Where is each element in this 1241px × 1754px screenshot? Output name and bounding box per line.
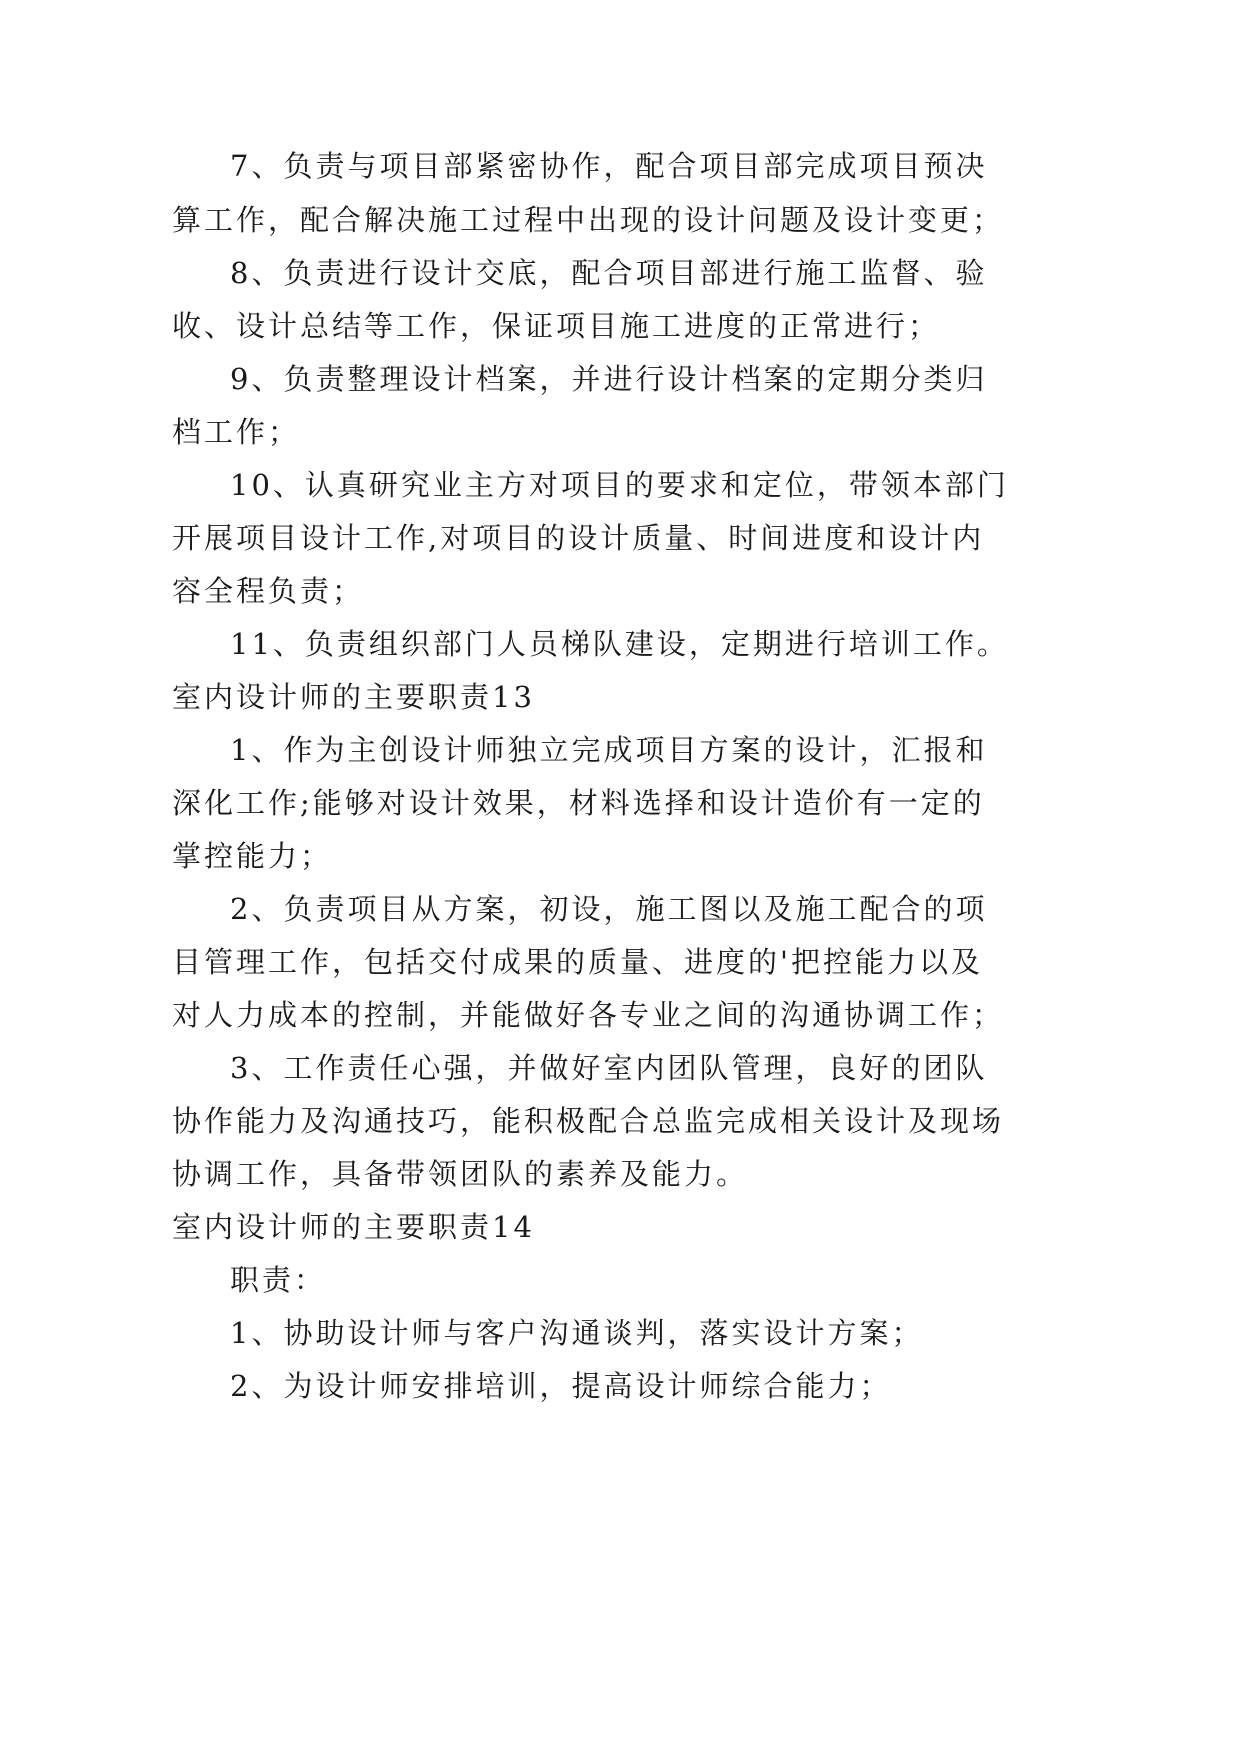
paragraph-line: 容全程负责；: [172, 574, 365, 608]
paragraph-line: 职责：: [230, 1263, 327, 1297]
paragraph-line: 开展项目设计工作,对项目的设计质量、时间进度和设计内: [172, 521, 985, 555]
paragraph-line: 2、为设计师安排培训，提高设计师综合能力；: [230, 1369, 892, 1403]
paragraph-line: 收、设计总结等工作，保证项目施工进度的正常进行；: [172, 309, 941, 343]
paragraph-line: 1、作为主创设计师独立完成项目方案的设计，汇报和: [230, 733, 988, 767]
paragraph-line: 协调工作，具备带领团队的素养及能力。: [172, 1157, 749, 1191]
paragraph-line: 目管理工作，包括交付成果的质量、进度的'把控能力以及: [172, 945, 983, 979]
paragraph-line: 1、协助设计师与客户沟通谈判，落实设计方案；: [230, 1316, 924, 1350]
paragraph-line: 11、负责组织部门人员梯队建设，定期进行培训工作。: [230, 627, 1009, 661]
paragraph-line: 8、负责进行设计交底，配合项目部进行施工监督、验: [230, 256, 988, 290]
paragraph-line: 2、负责项目从方案，初设，施工图以及施工配合的项: [230, 892, 988, 926]
paragraph-line: 9、负责整理设计档案，并进行设计档案的定期分类归: [230, 362, 988, 396]
paragraph-line: 7、负责与项目部紧密协作，配合项目部完成项目预决: [230, 149, 988, 183]
paragraph-line: 算工作，配合解决施工过程中出现的设计问题及设计变更；: [172, 203, 1005, 237]
section-heading: 室内设计师的主要职责13: [172, 680, 535, 714]
paragraph-line: 掌控能力；: [172, 839, 333, 873]
paragraph-line: 对人力成本的控制，并能做好各专业之间的沟通协调工作；: [172, 998, 1005, 1032]
paragraph-line: 档工作；: [172, 415, 301, 449]
section-heading: 室内设计师的主要职责14: [172, 1210, 535, 1244]
paragraph-line: 3、工作责任心强，并做好室内团队管理，良好的团队: [230, 1051, 988, 1085]
paragraph-line: 10、认真研究业主方对项目的要求和定位，带领本部门: [230, 468, 1009, 502]
paragraph-line: 协作能力及沟通技巧，能积极配合总监完成相关设计及现场: [172, 1104, 1005, 1138]
paragraph-line: 深化工作;能够对设计效果，材料选择和设计造价有一定的: [172, 786, 985, 820]
